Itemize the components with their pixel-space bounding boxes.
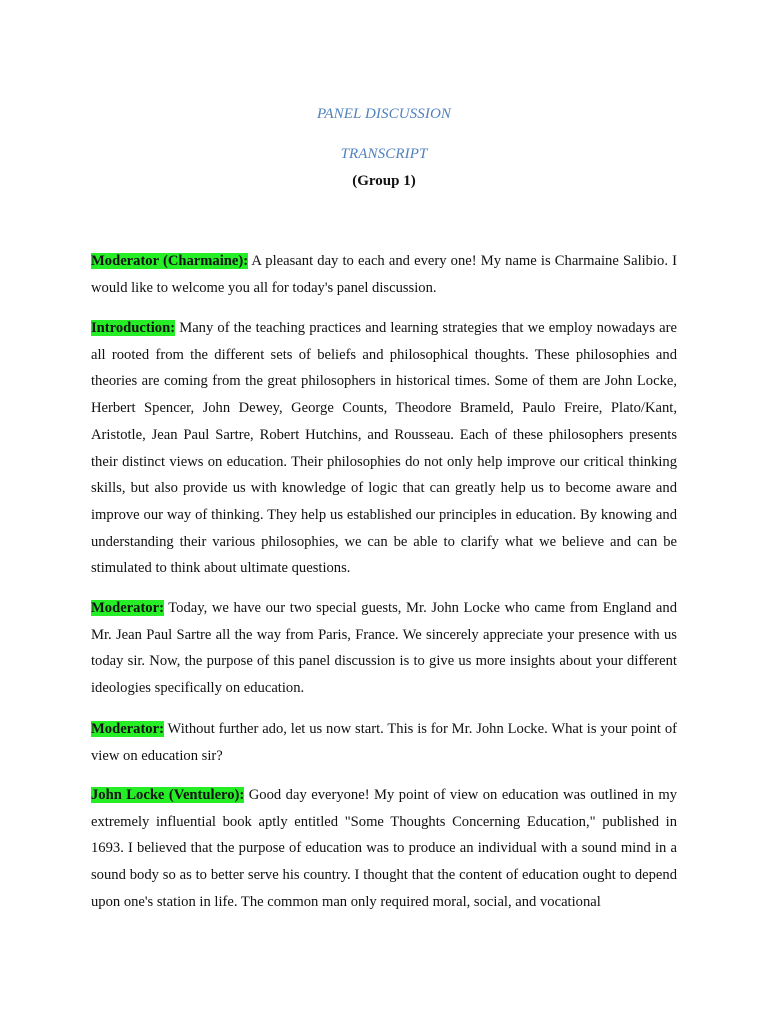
paragraph-introduction [91, 315, 677, 582]
speaker-label: Introduction: [91, 320, 176, 336]
speaker-label: Moderator (Charmaine): [91, 253, 249, 269]
paragraph-text: Good day everyone! My point of view on education was outlined in my extremely influential book aptly entitled "Some Thoughts Concerning Education," published in 1693. I believed that the purpose of education was to produce an individual with a sound mind in a sound body so as to better serve his country. I thought that the content of education ought to depend upon one's station in life. The common man only required moral, social, and vocational [91, 787, 677, 910]
paragraph-moderator-question [91, 716, 677, 769]
group-label: (Group 1) [352, 173, 416, 189]
speaker-label: Moderator: [91, 600, 164, 616]
speaker-label: Moderator: [91, 721, 164, 737]
paragraph-text: Without further ado, let us now start. This is for Mr. John Locke. What is your point of view on education sir? [91, 721, 677, 764]
document-title: PANEL DISCUSSION [317, 106, 451, 122]
paragraph-moderator-welcome [91, 248, 677, 301]
speaker-label: John Locke (Ventulero): [91, 787, 245, 803]
document-title-secondary: TRANSCRIPT [340, 146, 428, 162]
paragraph-moderator-guests [91, 595, 677, 702]
paragraph-john-locke [91, 782, 677, 916]
paragraph-text: A pleasant day to each and every one! My name is Charmaine Salibio. I would like to welcome you all for today's panel discussion. [91, 253, 677, 296]
paragraph-text: Today, we have our two special guests, Mr. John Locke who came from England and Mr. Jean Paul Sartre all the way from Paris, France. We sincerely appreciate your presence with us today sir. Now, the purpose of this panel discussion is to give us more insights about your different ideologies specifically on education. [91, 600, 677, 697]
paragraph-text: Many of the teaching practices and learning strategies that we employ nowadays are all rooted from the different sets of beliefs and philosophical thoughts. These philosophies and theories are coming from the great philosophers in historical times. Some of them are John Locke, Herbert Spencer, John Dewey, George Counts, Theodore Brameld, Paulo Freire, Plato/Kant, Aristotle, Jean Paul Sartre, Robert Hutchins, and Rousseau. Each of these philosophers presents their distinct views on education. Their philosophies do not only help improve our critical thinking skills, but also provide us with knowledge of logic that can greatly help us to become aware and improve our way of thinking. They help us established our principles in education. By knowing and understanding their various philosophies, we can be able to clarify what we believe and can be stimulated to think about ultimate questions. [91, 320, 677, 577]
